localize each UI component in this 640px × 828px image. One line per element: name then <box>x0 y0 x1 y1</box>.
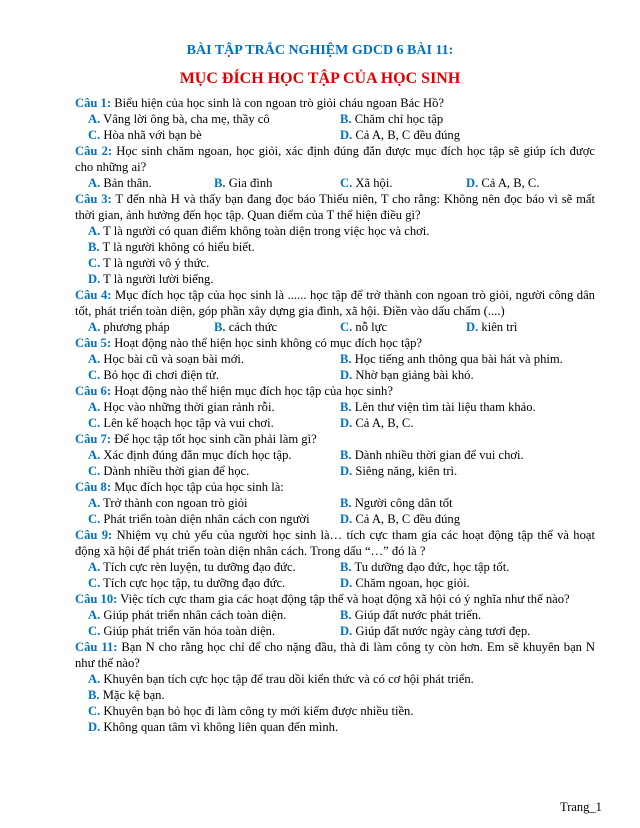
question-label: Câu 8: <box>75 480 112 494</box>
question-2 <box>75 143 595 191</box>
option-letter: B. <box>88 240 100 254</box>
answer-options <box>75 111 595 143</box>
option-text: Phát triển toàn diện nhân cách con người <box>100 512 310 526</box>
answer-options <box>75 175 595 191</box>
question-body: Biểu hiện của học sinh là con ngoan trò giỏi cháu ngoan Bác Hồ? <box>111 96 444 110</box>
answer-option-d[interactable] <box>88 271 595 287</box>
option-text: Gia đình <box>225 176 273 190</box>
option-letter: D. <box>88 720 101 734</box>
question-body: Việc tích cực tham gia các hoạt động tập thể và hoạt động xã hội có ý nghĩa như thế nào? <box>117 592 570 606</box>
question-1 <box>75 95 595 143</box>
page-number: Trang_1 <box>560 800 602 814</box>
option-text: nỗ lực <box>352 320 388 334</box>
option-letter: B. <box>340 448 352 462</box>
question-label: Câu 5: <box>75 336 112 350</box>
option-letter: D. <box>340 512 353 526</box>
option-letter: B. <box>340 352 352 366</box>
option-letter: A. <box>88 448 101 462</box>
option-letter: B. <box>340 560 352 574</box>
answer-options <box>75 559 595 591</box>
question-body: Học sinh chăm ngoan, học giỏi, xác định đúng đắn được mục đích học tập sẽ giúp ích được cho những ai? <box>75 144 595 174</box>
question-label: Câu 1: <box>75 96 112 110</box>
option-text: Tích cực rèn luyện, tu dưỡng đạo đức. <box>100 560 296 574</box>
answer-option-c[interactable] <box>88 463 340 479</box>
option-text: Không quan tâm vì không liên quan đến mình. <box>100 720 339 734</box>
option-text: Bỏ học đi chơi điện tử. <box>100 368 220 382</box>
option-text: T là người có quan điểm không toàn diện trong việc học và chơi. <box>100 224 430 238</box>
question-text <box>75 335 595 351</box>
answer-option-a[interactable] <box>88 607 340 623</box>
question-body: Hoạt động nào thể hiện mục đích học tập của học sinh? <box>111 384 393 398</box>
option-letter: A. <box>88 176 101 190</box>
option-text: Cả A, B, C đều đúng <box>352 128 460 142</box>
option-text: Nhờ bạn giảng bài khó. <box>352 368 474 382</box>
option-letter: D. <box>340 128 353 142</box>
option-letter: C. <box>88 512 101 526</box>
answer-options <box>75 495 595 527</box>
question-text <box>75 591 595 607</box>
answer-options <box>75 671 595 735</box>
option-letter: A. <box>88 112 101 126</box>
answer-option-a[interactable] <box>88 351 340 367</box>
question-label: Câu 6: <box>75 384 112 398</box>
option-text: Mặc kệ bạn. <box>99 688 165 702</box>
answer-option-d[interactable] <box>88 719 595 735</box>
option-text: Giúp phát triển văn hóa toàn diện. <box>100 624 276 638</box>
option-letter: A. <box>88 224 101 238</box>
option-letter: D. <box>340 576 353 590</box>
answer-option-d[interactable] <box>340 127 592 143</box>
worksheet-subtitle: MỤC ĐÍCH HỌC TẬP CỦA HỌC SINH <box>179 70 461 87</box>
option-text: cách thức <box>225 320 278 334</box>
question-text <box>75 527 595 559</box>
answer-option-b[interactable] <box>340 351 592 367</box>
answer-option-a[interactable] <box>88 495 340 511</box>
answer-option-b[interactable] <box>88 239 595 255</box>
option-text: T là người vô ý thức. <box>100 256 210 270</box>
question-8 <box>75 479 595 527</box>
option-letter: B. <box>340 112 352 126</box>
answer-option-b[interactable] <box>340 607 592 623</box>
answer-option-a[interactable] <box>88 559 340 575</box>
answer-option-b[interactable] <box>340 559 592 575</box>
answer-option-b[interactable] <box>214 175 340 191</box>
option-letter: B. <box>340 608 352 622</box>
question-label: Câu 11: <box>75 640 118 654</box>
option-text: Bản thân. <box>100 176 152 190</box>
question-body: Nhiệm vụ chủ yếu của người học sinh là… tích cực tham gia các hoạt động tập thể và hoạt động xã hội để phát triển toàn diện nhân cách. Trong dấu “…” đó là ? <box>75 528 595 558</box>
option-text: Xác định đúng đắn mục đích học tập. <box>100 448 292 462</box>
answer-option-a[interactable] <box>88 447 340 463</box>
option-letter: C. <box>340 176 353 190</box>
option-letter: C. <box>88 416 101 430</box>
question-5 <box>75 335 595 383</box>
option-letter: B. <box>88 688 100 702</box>
option-text: Xã hội. <box>352 176 393 190</box>
question-label: Câu 4: <box>75 288 112 302</box>
answer-options <box>75 399 595 431</box>
answer-option-d[interactable] <box>340 575 592 591</box>
answer-option-c[interactable] <box>88 127 340 143</box>
question-label: Câu 9: <box>75 528 113 542</box>
question-text <box>75 431 595 447</box>
question-body: Hoạt động nào thể hiện học sinh không có mục đích học tập? <box>111 336 422 350</box>
option-text: Dành nhiều thời gian để học. <box>100 464 250 478</box>
answer-option-a[interactable] <box>88 319 214 335</box>
option-letter: B. <box>214 176 226 190</box>
option-text: Siêng năng, kiên trì. <box>352 464 458 478</box>
option-text: kiên trì <box>478 320 518 334</box>
option-text: Cả A, B, C đều đúng <box>352 512 460 526</box>
option-letter: A. <box>88 352 101 366</box>
option-letter: B. <box>340 496 352 510</box>
option-text: Khuyên bạn tích cực học tập để trau dồi kiến thức và có cơ hội phát triển. <box>100 672 474 686</box>
question-list <box>75 95 595 735</box>
question-text <box>75 95 595 111</box>
answer-option-b[interactable] <box>88 687 595 703</box>
question-4 <box>75 287 595 335</box>
answer-option-d[interactable] <box>340 463 592 479</box>
answer-option-d[interactable] <box>340 415 592 431</box>
option-letter: C. <box>88 704 101 718</box>
question-7 <box>75 431 595 479</box>
option-text: Học tiếng anh thông qua bài hát và phim. <box>351 352 563 366</box>
option-letter: B. <box>214 320 226 334</box>
answer-option-b[interactable] <box>340 447 592 463</box>
answer-option-c[interactable] <box>88 255 595 271</box>
question-label: Câu 7: <box>75 432 112 446</box>
option-text: phương pháp <box>100 320 170 334</box>
option-text: T là người lười biếng. <box>100 272 214 286</box>
worksheet-title: BÀI TẬP TRẮC NGHIỆM GDCD 6 BÀI 11: <box>186 43 454 58</box>
option-letter: C. <box>88 368 101 382</box>
question-9 <box>75 527 595 591</box>
option-letter: D. <box>340 368 353 382</box>
option-text: Học vào những thời gian rảnh rỗi. <box>100 400 275 414</box>
question-body: Mục đích học tập của học sinh là ...... học tập để trở thành con ngoan trò giỏi, người công dân tốt, phát triển toàn diện, góp phần xây dựng gia đình, xã hội. Điền vào dấu chấm (....) <box>75 288 595 318</box>
answer-option-d[interactable] <box>340 367 592 383</box>
answer-options <box>75 223 595 287</box>
option-text: Người công dân tốt <box>351 496 453 510</box>
answer-option-b[interactable] <box>340 495 592 511</box>
option-letter: A. <box>88 496 101 510</box>
answer-options <box>75 351 595 383</box>
answer-option-a[interactable] <box>88 671 595 687</box>
question-11 <box>75 639 595 735</box>
question-body: Bạn N cho rằng học chỉ để cho nặng đầu, thà đi làm công ty còn hơn. Em sẽ khuyên bạn N như thế nào? <box>75 640 596 670</box>
question-3 <box>75 191 595 287</box>
option-letter: D. <box>340 624 353 638</box>
option-text: Học bài cũ và soạn bài mới. <box>100 352 245 366</box>
option-letter: D. <box>88 272 101 286</box>
option-letter: A. <box>88 672 101 686</box>
answer-option-d[interactable] <box>466 175 586 191</box>
option-letter: C. <box>88 256 101 270</box>
answer-options <box>75 447 595 479</box>
answer-option-a[interactable] <box>88 399 340 415</box>
option-letter: C. <box>88 128 101 142</box>
option-text: Tích cực học tập, tu dưỡng đạo đức. <box>100 576 286 590</box>
answer-option-c[interactable] <box>88 623 340 639</box>
option-text: Giúp đất nước ngày càng tươi đẹp. <box>352 624 531 638</box>
answer-option-c[interactable] <box>88 511 340 527</box>
option-text: Vâng lời ông bà, cha mẹ, thầy cô <box>100 112 270 126</box>
answer-option-a[interactable] <box>88 111 340 127</box>
option-text: Giúp phát triển nhân cách toàn diện. <box>100 608 287 622</box>
question-body: Mục đích học tập của học sinh là: <box>111 480 284 494</box>
question-label: Câu 3: <box>75 192 112 206</box>
answer-option-b[interactable] <box>214 319 340 335</box>
answer-option-c[interactable] <box>340 175 466 191</box>
answer-option-c[interactable] <box>88 575 340 591</box>
question-body: T đến nhà H và thấy bạn đang đọc báo Thiếu niên, T cho rằng: Không nên đọc báo vì sẽ mất thời gian, ảnh hưởng đến học tập. Quan điểm của T thể hiện điều gì? <box>75 192 596 222</box>
question-text <box>75 287 595 319</box>
option-letter: C. <box>340 320 353 334</box>
option-text: Tu dưỡng đạo đức, học tập tốt. <box>351 560 510 574</box>
option-letter: A. <box>88 608 101 622</box>
option-letter: D. <box>466 320 479 334</box>
option-text: Chăm chỉ học tập <box>351 112 444 126</box>
option-letter: D. <box>466 176 479 190</box>
answer-option-c[interactable] <box>88 367 340 383</box>
question-label: Câu 2: <box>75 144 113 158</box>
option-text: Cả A, B, C. <box>352 416 414 430</box>
option-text: Trở thành con ngoan trò giỏi <box>100 496 248 510</box>
answer-options <box>75 607 595 639</box>
question-text <box>75 639 595 671</box>
option-letter: A. <box>88 400 101 414</box>
answer-option-a[interactable] <box>88 175 214 191</box>
question-6 <box>75 383 595 431</box>
option-text: Cả A, B, C. <box>478 176 540 190</box>
answer-option-c[interactable] <box>340 319 466 335</box>
answer-option-a[interactable] <box>88 223 595 239</box>
answer-option-b[interactable] <box>340 111 592 127</box>
answer-options <box>75 319 595 335</box>
option-text: Lên thư viện tìm tài liệu tham khảo. <box>351 400 536 414</box>
option-text: Hòa nhã với bạn bè <box>100 128 202 142</box>
question-text <box>75 143 595 175</box>
option-letter: A. <box>88 320 101 334</box>
option-letter: C. <box>88 576 101 590</box>
question-10 <box>75 591 595 639</box>
option-letter: B. <box>340 400 352 414</box>
option-letter: C. <box>88 464 101 478</box>
question-label: Câu 10: <box>75 592 118 606</box>
option-letter: C. <box>88 624 101 638</box>
answer-option-c[interactable] <box>88 415 340 431</box>
answer-option-c[interactable] <box>88 703 595 719</box>
option-text: Lên kế hoạch học tập và vui chơi. <box>100 416 274 430</box>
question-text <box>75 479 595 495</box>
option-text: Chăm ngoan, học giỏi. <box>352 576 470 590</box>
option-letter: D. <box>340 416 353 430</box>
option-text: T là người không có hiểu biết. <box>99 240 255 254</box>
option-text: Khuyên bạn bỏ học đi làm công ty mới kiếm được nhiều tiền. <box>100 704 414 718</box>
option-letter: D. <box>340 464 353 478</box>
answer-option-b[interactable] <box>340 399 592 415</box>
option-text: Giúp đất nước phát triển. <box>351 608 482 622</box>
answer-option-d[interactable] <box>340 623 592 639</box>
answer-option-d[interactable] <box>466 319 586 335</box>
question-body: Để học tập tốt học sinh cần phải làm gì? <box>111 432 317 446</box>
question-text <box>75 191 595 223</box>
question-text <box>75 383 595 399</box>
option-text: Dành nhiều thời gian để vui chơi. <box>351 448 524 462</box>
option-letter: A. <box>88 560 101 574</box>
answer-option-d[interactable] <box>340 511 592 527</box>
